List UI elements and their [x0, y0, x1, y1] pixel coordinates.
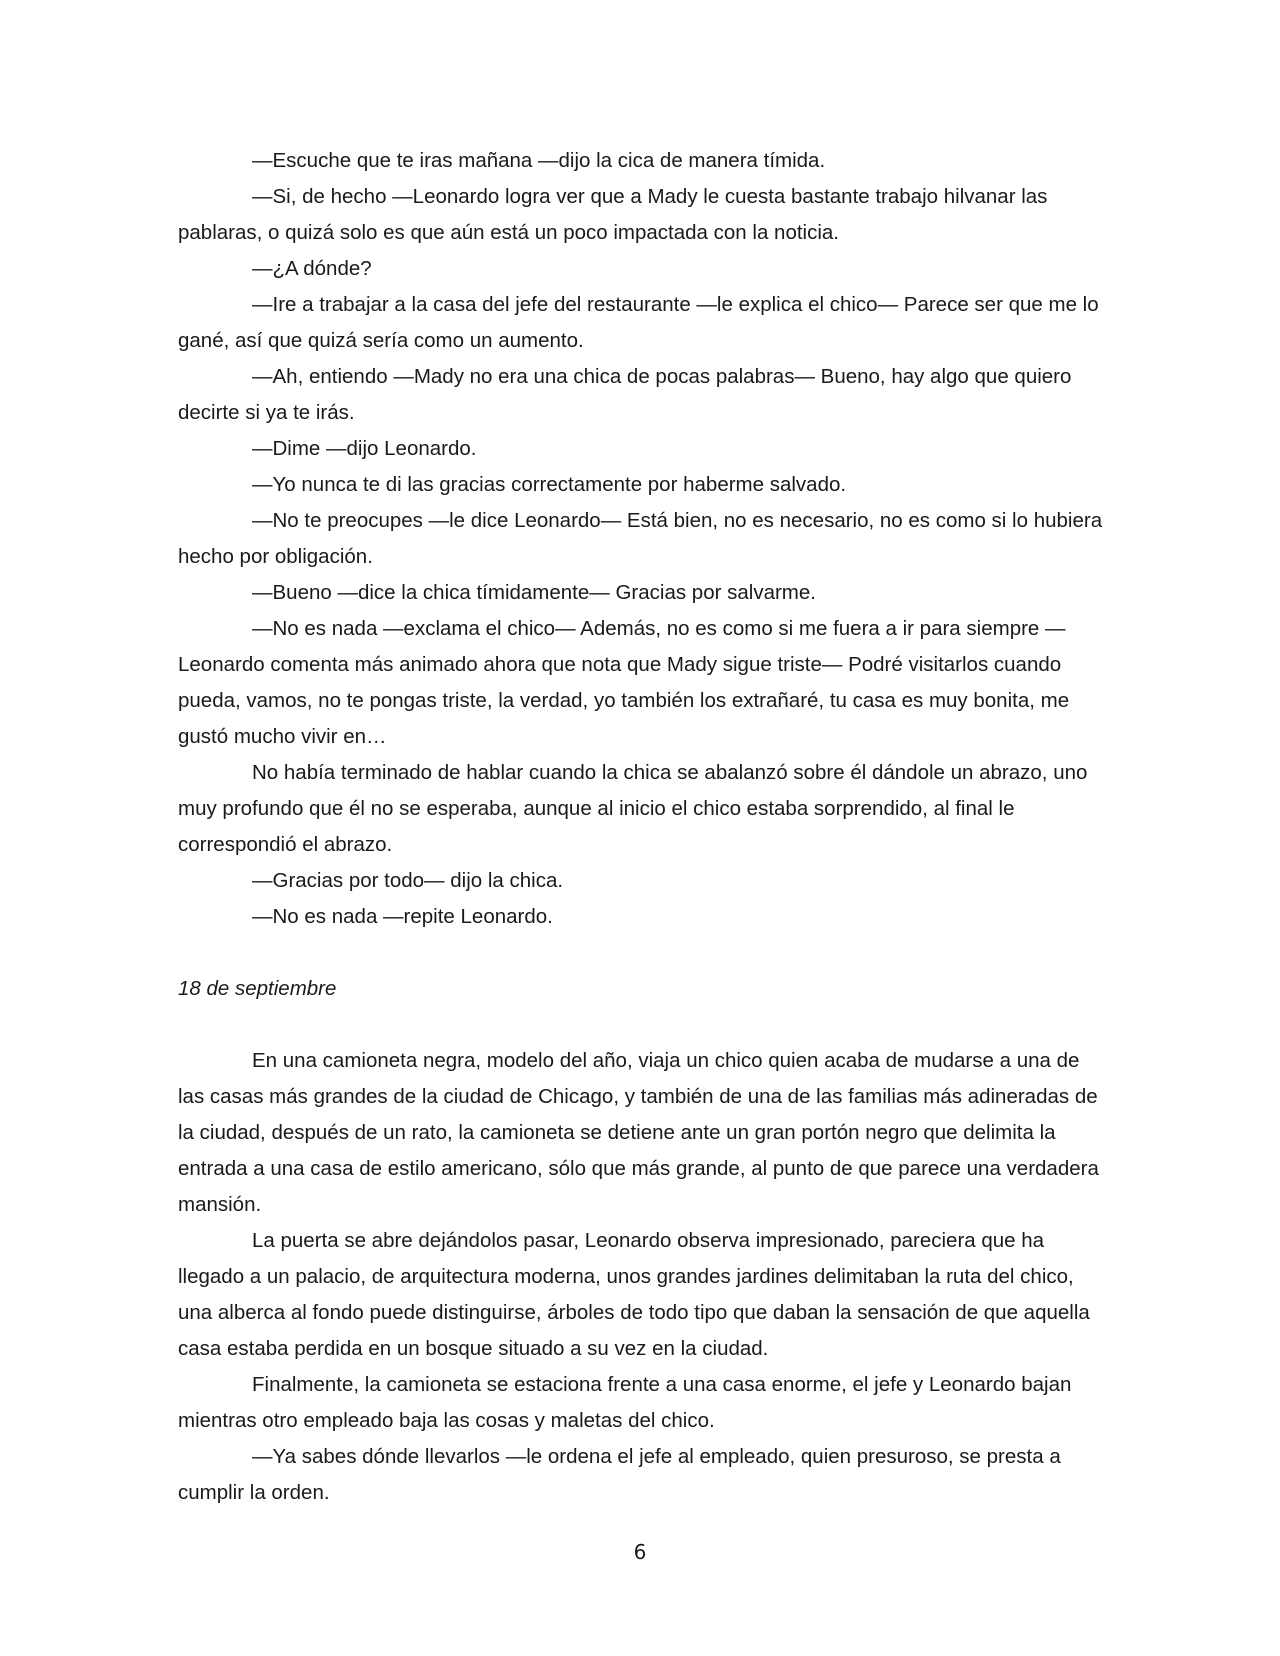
paragraph: —No es nada —exclama el chico— Además, no es como si me fuera a ir para siempre —Leonardo comenta más animado ahora que nota que Mady sigue triste— Podré visitarlos cuando pueda, vamos, no te pongas triste, la verdad, yo también los extrañaré, tu casa es muy bonita, me gustó mucho vivir en…: [178, 617, 1070, 748]
paragraph: —Gracias por todo— dijo la chica.: [252, 869, 564, 892]
paragraph: —¿A dónde?: [252, 257, 372, 280]
paragraph: En una camioneta negra, modelo del año, viaja un chico quien acaba de mudarse a una de las casas más grandes de la ciudad de Chicago, y también de una de las familias más adineradas de la ciudad, después de un rato, la camioneta se detiene ante un gran portón negro que delimita la entrada a una casa de estilo americano, sólo que más grande, al punto de que parece una verdadera mansión.: [178, 1049, 1099, 1216]
paragraph: —Dime —dijo Leonardo.: [252, 437, 477, 460]
paragraph: —Si, de hecho —Leonardo logra ver que a Mady le cuesta bastante trabajo hilvanar las pablaras, o quizá solo es que aún está un poco impactada con la noticia.: [178, 185, 1048, 244]
body-text: [178, 143, 1108, 1511]
paragraph: Finalmente, la camioneta se estaciona frente a una casa enorme, el jefe y Leonardo bajan mientras otro empleado baja las cosas y maletas del chico.: [178, 1373, 1072, 1432]
paragraph: —Bueno —dice la chica tímidamente— Gracias por salvarme.: [252, 581, 816, 604]
page-number: 6: [633, 1540, 647, 1564]
section-date: 18 de septiembre: [178, 977, 337, 1000]
paragraph: —Ire a trabajar a la casa del jefe del restaurante —le explica el chico— Parece ser que me lo gané, así que quizá sería como un aumento.: [178, 293, 1099, 352]
paragraph: —No es nada —repite Leonardo.: [252, 905, 553, 928]
paragraph: —Escuche que te iras mañana —dijo la cica de manera tímida.: [252, 149, 826, 172]
paragraph: —No te preocupes —le dice Leonardo— Está bien, no es necesario, no es como si lo hubiera hecho por obligación.: [178, 509, 1103, 568]
paragraph: —Ya sabes dónde llevarlos —le ordena el jefe al empleado, quien presuroso, se presta a cumplir la orden.: [178, 1445, 1061, 1504]
paragraph: La puerta se abre dejándolos pasar, Leonardo observa impresionado, pareciera que ha llegado a un palacio, de arquitectura moderna, unos grandes jardines delimitaban la ruta del chico, una alberca al fondo puede distinguirse, árboles de todo tipo que daban la sensación de que aquella casa estaba perdida en un bosque situado a su vez en la ciudad.: [178, 1229, 1090, 1360]
paragraph: No había terminado de hablar cuando la chica se abalanzó sobre él dándole un abrazo, uno muy profundo que él no se esperaba, aunque al inicio el chico estaba sorprendido, al final le correspondió el abrazo.: [178, 761, 1088, 856]
paragraph: —Ah, entiendo —Mady no era una chica de pocas palabras— Bueno, hay algo que quiero decirte si ya te irás.: [178, 365, 1072, 424]
paragraph: —Yo nunca te di las gracias correctamente por haberme salvado.: [252, 473, 847, 496]
